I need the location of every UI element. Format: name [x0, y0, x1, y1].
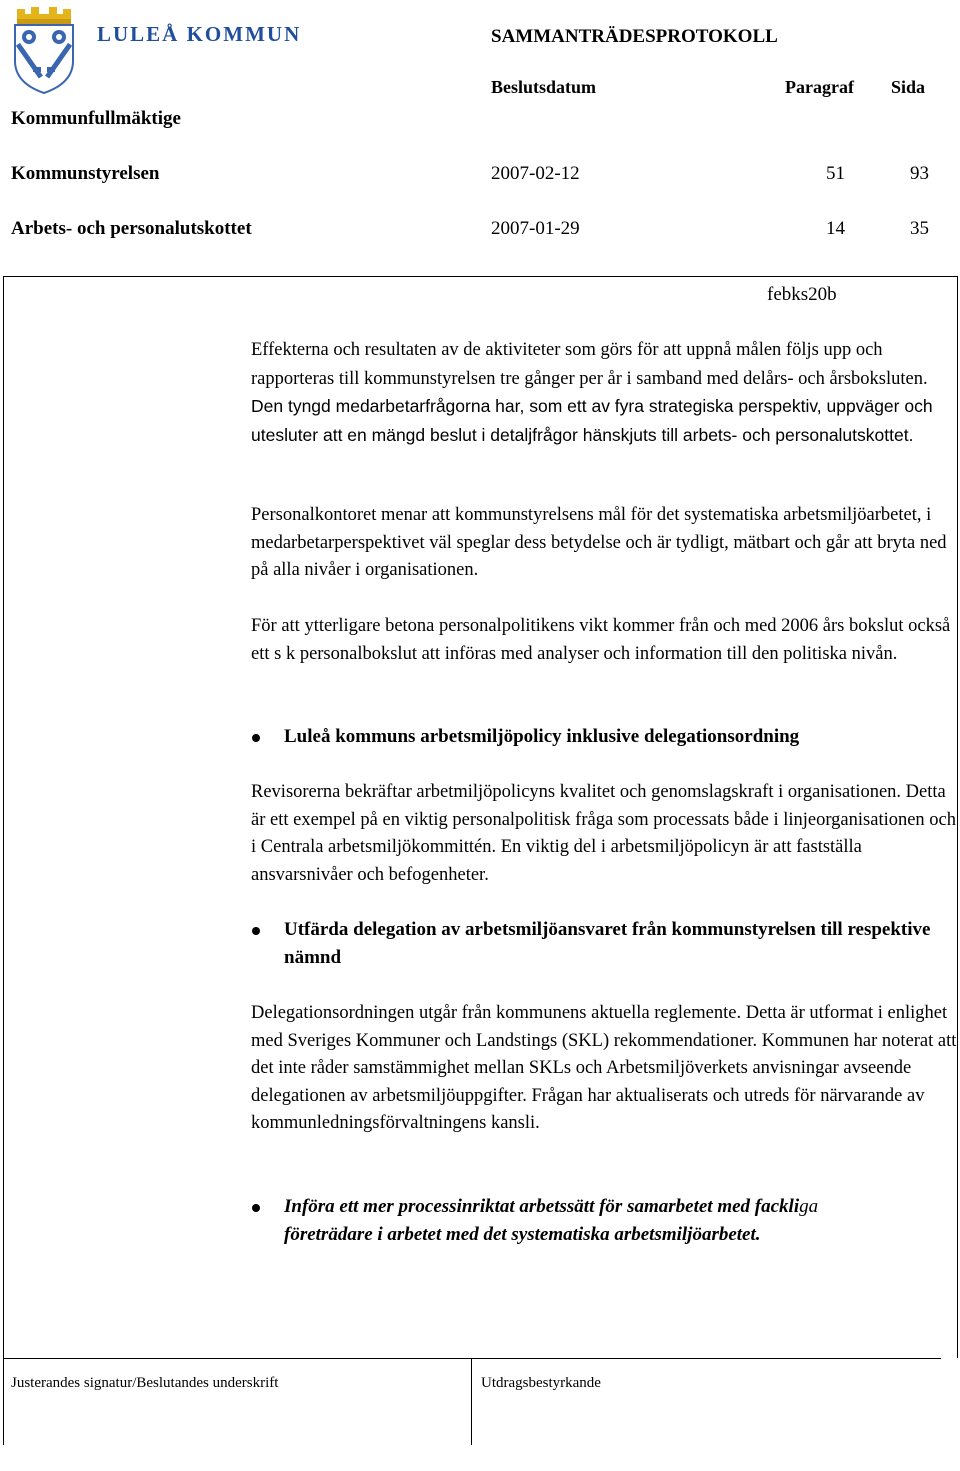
document-type-title: SAMMANTRÄDESPROTOKOLL: [491, 26, 778, 47]
page-number-ks: 93: [910, 163, 929, 184]
paragraph-effects: [251, 337, 959, 450]
paragraph-delegationsordningen: Delegationsordningen utgår från kommunens aktuella reglemente. Detta är utformat i enlighet med Sveriges Kommuner och Landstings (SKL) rekommendationer. Kommunen har noterat att det inte råder samstämmighet mellan SKLs och Arbetsmiljöverkets anvisningar avseende delegationen av arbetsmiljöuppgifter. Frågan har aktualiserats och utreds för närvarande av kommunledningsförvaltningens kansli.: [251, 1003, 957, 1134]
page-number-au: 35: [910, 218, 929, 239]
bullet-heading-arbetsmiljopolicy: Luleå kommuns arbetsmiljöpolicy inklusive delegationsordning: [284, 726, 800, 747]
column-header-page: Sida: [891, 77, 926, 97]
bullet-heading-delegation: Utfärda delegation av arbetsmiljöansvaret från kommunstyrelsen till respektive nämnd: [284, 919, 931, 968]
footer-signature-label: Justerandes signatur/Beslutandes underskrift: [11, 1375, 279, 1391]
bullet3-main-text: Införa ett mer processinriktat arbetssätt för samarbetet med fackli: [284, 1196, 800, 1217]
paragraph-effects-sans: Den tyngd medarbetarfrågorna har, som ett av fyra strategiska perspektiv, uppväger och utesluter att en mängd beslut i detaljfrågor hänskjuts till arbets- och personalutskottet.: [251, 396, 933, 445]
column-header-paragraph: Paragraf: [785, 77, 854, 97]
paragraph-personalbokslut: För att ytterligare betona personalpolitikens vikt kommer från och med 2006 års bokslut också ett s k personalbokslut att införas med analyser och information till den politiska nivån.: [251, 616, 951, 664]
bullet-heading-processinriktat: [284, 1193, 954, 1248]
column-header-date: Beslutsdatum: [491, 77, 597, 97]
paragraph-revisorerna: Revisorerna bekräftar arbetmiljöpolicyns kvalitet och genomslagskraft i organisationen. Detta är ett exempel på en viktig personalpolitisk fråga som processats både i linjeorganisationen och i Centrala arbetsmiljökommittén. En viktig del i arbetsmiljöpolicyn är att fastställa ansvarsnivåer och befogenheter.: [251, 782, 957, 885]
frame-left-line: [3, 276, 4, 1445]
bullet-dot: [252, 1204, 260, 1212]
organization-name: LULEÅ KOMMUN: [97, 22, 302, 46]
decision-date-au: 2007-01-29: [491, 218, 580, 239]
footer-line: [3, 1358, 941, 1359]
paragraph-personalkontoret: Personalkontoret menar att kommunstyrelsens mål för det systematiska arbetsmiljöarbetet, i medarbetarperspektivet väl speglar dess betydelse och är tydligt, mätbart och går att bryta ned på alla nivåer i organisationen.: [251, 505, 947, 581]
bullet3-second-line: företrädare i arbetet med det systematiska arbetsmiljöarbetet.: [284, 1223, 761, 1245]
paragraph-number-au: 14: [826, 218, 845, 239]
bullet3-tail-text: ga: [799, 1196, 819, 1217]
body-name-kommunstyrelsen: Kommunstyrelsen: [11, 163, 160, 184]
footer-divider: [471, 1358, 472, 1445]
bullet-dot: [252, 927, 260, 935]
paragraph-number-ks: 51: [826, 163, 845, 184]
bullet-dot: [252, 734, 260, 742]
body-name-kommunfullmaktige: Kommunfullmäktige: [11, 108, 181, 129]
footer-certification-label: Utdragsbestyrkande: [481, 1375, 601, 1391]
body-name-arbets-och-personalutskottet: Arbets- och personalutskottet: [11, 218, 252, 239]
decision-date-ks: 2007-02-12: [491, 163, 580, 184]
paragraph-effects-serif: Effekterna och resultaten av de aktiviteter som görs för att uppnå målen följs upp och rapporteras till kommunstyrelsen tre gånger per år i samband med delårs- och årsboksluten.: [251, 340, 928, 389]
frame-top-line: [3, 276, 958, 277]
reference-code: febks20b: [767, 284, 837, 305]
luleå-coat-of-arms-logo: [11, 3, 77, 95]
